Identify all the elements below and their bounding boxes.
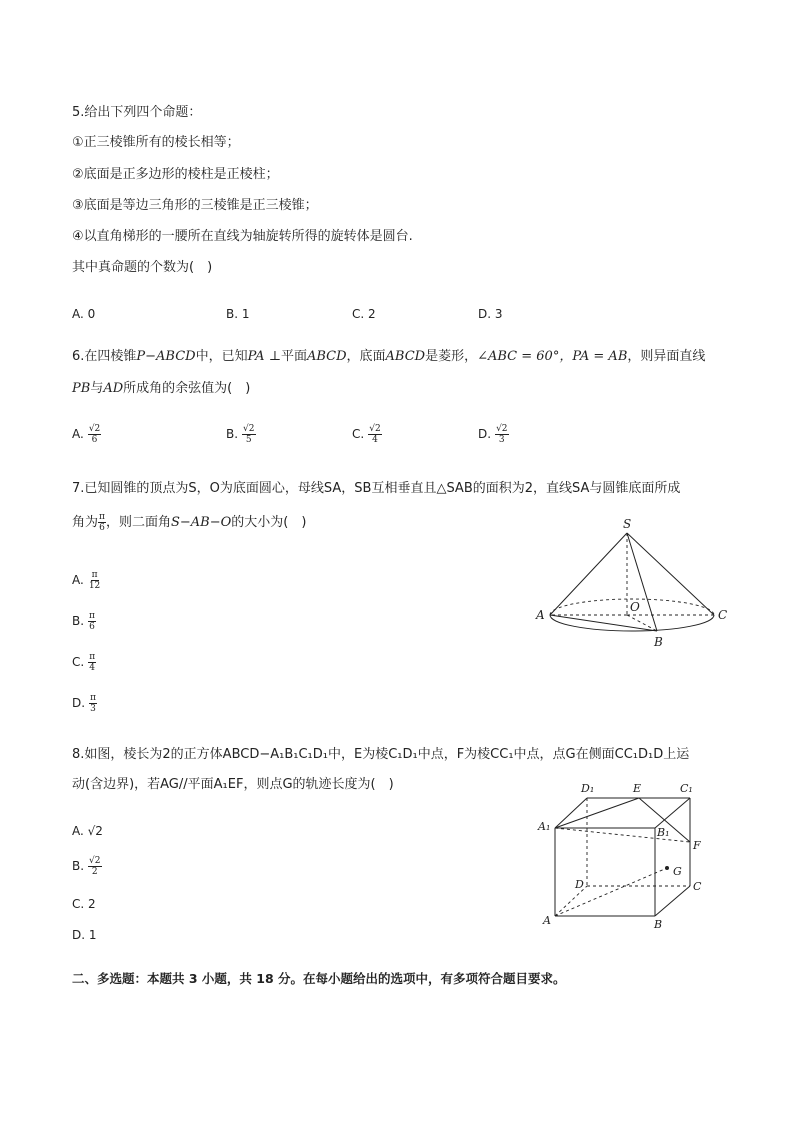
- q6-option-d[interactable]: D. $\frac{√2}{3}$: [478, 424, 508, 445]
- q5-stem: 5.给出下列四个命题：: [72, 105, 202, 120]
- label-b1: B₁: [657, 826, 670, 839]
- label-d1: D₁: [581, 782, 595, 795]
- label-g: G: [673, 865, 682, 878]
- label-d: D: [575, 878, 584, 891]
- q6-option-b[interactable]: B. $\frac{√2}{5}$: [226, 424, 255, 445]
- q7-line-2: 角为 $\frac{\pi}{6}$ ，则二面角S−AB−O的大小为( ): [72, 512, 307, 533]
- q8-line-2: 动(含边界)，若AG//平面A₁EF，则点G的轨迹长度为( ): [72, 777, 394, 792]
- q6-line-1: 6.在四棱锥P−ABCD中，已知PA ⊥平面ABCD，底面ABCD是菱形，∠ABC = 60°，PA = AB，则异面直线: [72, 349, 706, 364]
- q6-option-a[interactable]: A. $\frac{√2}{6}$: [72, 424, 101, 445]
- q7-option-c[interactable]: C. $\frac{\pi}{4}$: [72, 652, 96, 673]
- q8-option-c[interactable]: C. 2: [72, 897, 96, 911]
- q7-option-d[interactable]: D. $\frac{\pi}{3}$: [72, 693, 96, 714]
- q5-option-d[interactable]: D. 3: [478, 307, 503, 321]
- label-c: C: [718, 608, 728, 622]
- q5-option-c[interactable]: C. 2: [352, 307, 376, 321]
- cone-figure: [530, 515, 730, 655]
- q6-option-c[interactable]: C. $\frac{√2}{4}$: [352, 424, 381, 445]
- label-o: O: [630, 600, 640, 614]
- q7-option-a[interactable]: A. $\frac{\pi}{12}$: [72, 570, 101, 591]
- edge-b1c1: [655, 798, 690, 828]
- cube-figure: [535, 778, 710, 933]
- point-g: [665, 866, 669, 870]
- segment-a1e: [555, 798, 639, 828]
- label-b: B: [654, 918, 663, 931]
- label-f: F: [693, 839, 701, 852]
- base-ellipse-front: [550, 615, 714, 631]
- q5-proposition-1: ①正三棱锥所有的棱长相等；: [72, 135, 240, 150]
- q8-option-b[interactable]: B. $\frac{√2}{2}$: [72, 856, 101, 877]
- label-c1: C₁: [680, 782, 693, 795]
- label-e: E: [633, 782, 642, 795]
- label-a1: A₁: [538, 820, 551, 833]
- edge-bc: [655, 886, 690, 916]
- chord-ab: [550, 615, 657, 631]
- label-a: A: [536, 608, 545, 622]
- q7-option-b[interactable]: B. $\frac{\pi}{6}$: [72, 611, 95, 632]
- q8-line-1: 8.如图，棱长为2的正方体ABCD−A₁B₁C₁D₁中，E为棱C₁D₁中点，F为棱CC₁中点，点G在侧面CC₁D₁D上运: [72, 747, 690, 762]
- q5-option-a[interactable]: A. 0: [72, 307, 96, 321]
- q5-question: 其中真命题的个数为( ): [72, 260, 213, 275]
- label-b: B: [654, 635, 663, 649]
- q7-line-1: 7.已知圆锥的顶点为S，O为底面圆心，母线SA，SB互相垂直且△SAB的面积为2，直线SA与圆锥底面所成: [72, 481, 681, 496]
- q5-option-b[interactable]: B. 1: [226, 307, 250, 321]
- label-a: A: [543, 914, 551, 927]
- generatrix-sa: [550, 533, 627, 615]
- edge-a1d1: [555, 798, 587, 828]
- label-c: C: [693, 880, 702, 893]
- segment-ag: [555, 868, 667, 916]
- q8-option-a[interactable]: A. √2: [72, 824, 103, 838]
- q6-line-2: PB与AD所成角的余弦值为( ): [72, 381, 251, 396]
- segment-a1f: [555, 828, 690, 842]
- q5-proposition-3: ③底面是等边三角形的三棱锥是正三棱锥；: [72, 198, 318, 213]
- label-s: S: [623, 517, 632, 531]
- section-2-heading: 二、多选题：本题共 3 小题，共 18 分。在每小题给出的选项中，有多项符合题目要求。: [72, 971, 566, 986]
- q5-proposition-4: ④以直角梯形的一腰所在直线为轴旋转所得的旋转体是圆台.: [72, 229, 413, 244]
- q5-proposition-2: ②底面是正多边形的棱柱是正棱柱；: [72, 167, 279, 182]
- q8-option-d[interactable]: D. 1: [72, 928, 97, 942]
